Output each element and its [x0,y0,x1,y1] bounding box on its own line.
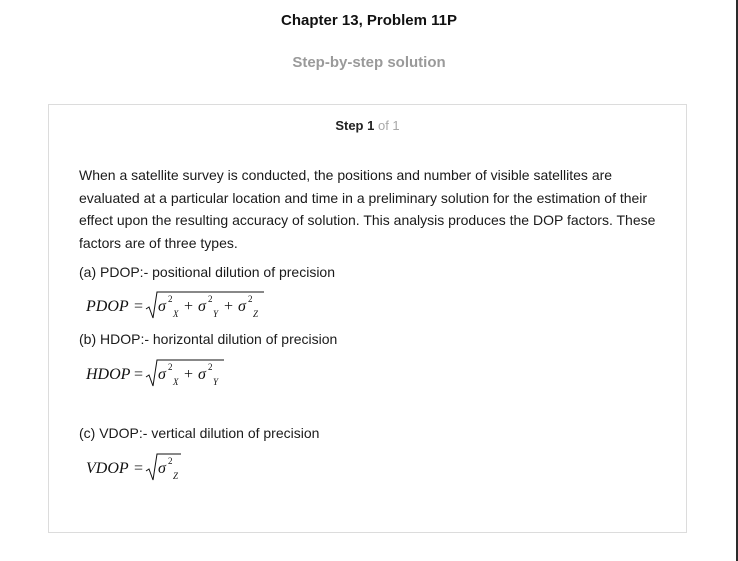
hdop-plus-1: + [184,366,194,383]
pdop-plus-2: + [224,298,234,315]
vdop-sub-1: Z [173,471,179,481]
vdop-label: (c) VDOP:- vertical dilution of precision [79,425,320,441]
hdop-sup-2: 2 [208,362,213,372]
pdop-sub-1: X [173,309,179,319]
hdop-equals: = [134,366,144,383]
hdop-formula [86,357,246,391]
intro-paragraph: When a satellite survey is conducted, the positions and number of visible satellites are evaluated at a particular location and time in a preliminary solution for the estimation of their effect upon the resulting accuracy of solution. This analysis produces the DOP factors. These factors are of three types. [79,167,656,251]
vdop-sigma-1: σ [158,460,166,477]
pdop-sup-2: 2 [208,294,213,304]
step-header [49,118,686,133]
pdop-sub-2: Y [213,309,219,319]
pdop-sup-3: 2 [248,294,253,304]
pdop-sigma-3: σ [238,298,246,315]
hdop-sigma-2: σ [198,366,206,383]
vdop-formula [86,451,196,485]
step-count: of 1 [377,118,400,133]
vdop-equation [86,451,196,485]
pdop-equals: = [134,298,144,315]
hdop-equation [86,357,246,391]
step-label: Step 1 [335,118,375,133]
pdop-equation [86,289,286,323]
vdop-equals: = [134,460,144,477]
solution-subtitle: Step-by-step solution [292,54,446,71]
vdop-lhs: VDOP [86,460,129,477]
pdop-sigma-2: σ [198,298,206,315]
hdop-sup-1: 2 [168,362,173,372]
page-title: Chapter 13, Problem 11P [281,12,457,29]
hdop-sigma-1: σ [158,366,166,383]
hdop-label: (b) HDOP:- horizontal dilution of precision [79,331,338,347]
pdop-label: (a) PDOP:- positional dilution of precision [79,264,336,280]
pdop-plus-1: + [184,298,194,315]
hdop-sub-2: Y [213,377,219,387]
hdop-sub-1: X [173,377,179,387]
pdop-lhs: PDOP [86,298,129,315]
hdop-lhs: HDOP [86,366,131,383]
pdop-sigma-1: σ [158,298,166,315]
vdop-sup-1: 2 [168,456,173,466]
pdop-formula [86,289,286,323]
pdop-sub-3: Z [253,309,259,319]
pdop-sup-1: 2 [168,294,173,304]
solution-panel [48,104,687,533]
